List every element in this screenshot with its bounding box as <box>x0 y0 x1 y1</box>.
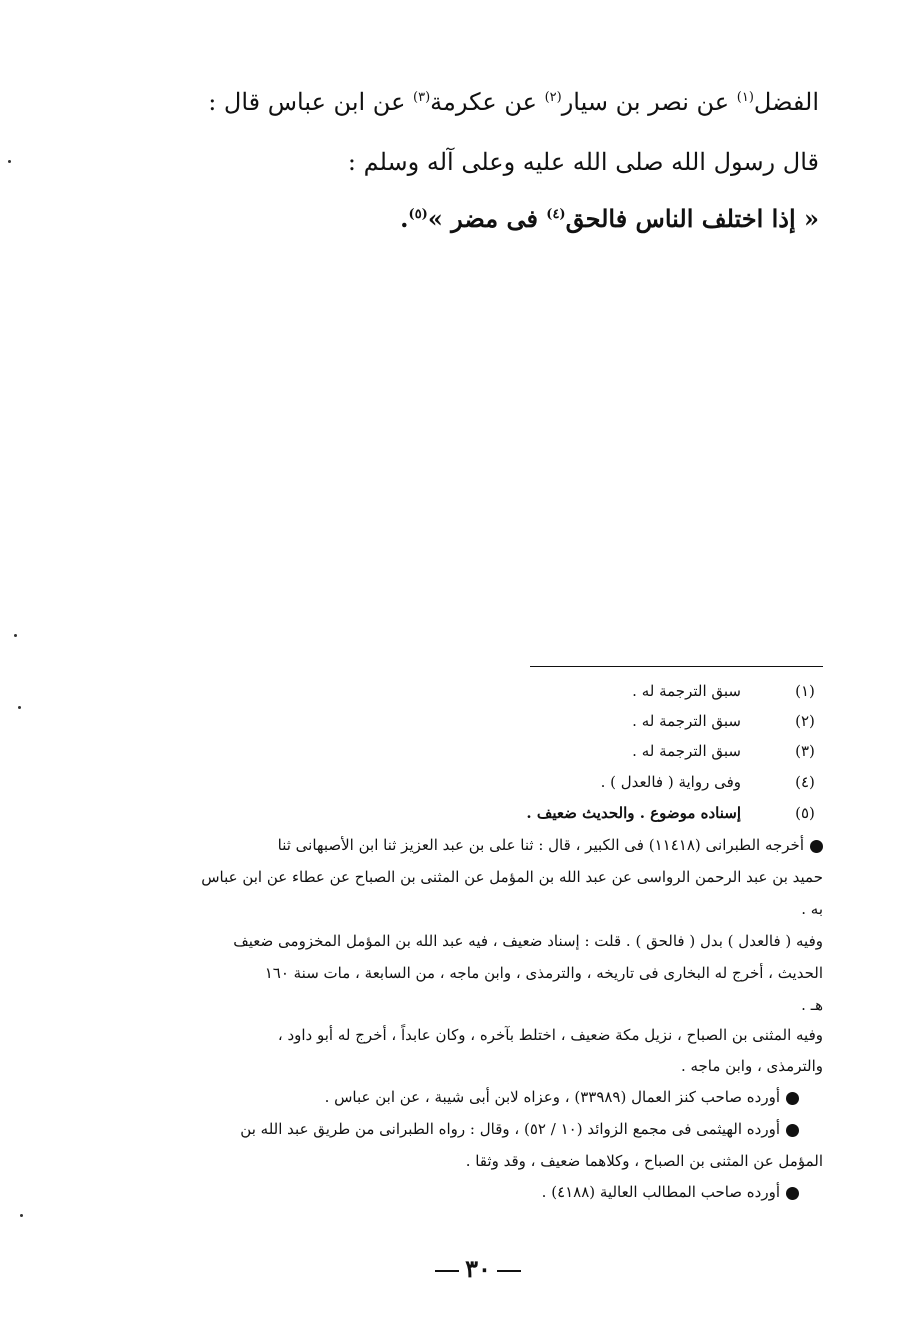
scan-speck <box>14 634 17 637</box>
main-line-1-part: عن عكرمة <box>430 88 545 116</box>
hadith-mid: فى مضر » <box>427 204 547 233</box>
note-line: أخرجه الطبرانى (١١٤١٨) فى الكبير ، قال : ثنا على بن عبد العزيز ثنا ابن الأصبهانى ثنا <box>131 836 823 854</box>
main-line-1-part: عن نصر بن سيار <box>561 88 737 116</box>
scan-speck <box>20 1214 23 1217</box>
note-line: وفيه ( فالعدل ) بدل ( فالحق ) . قلت : إسناد ضعيف ، فيه عبد الله بن المؤمل المخزومى ضعيف <box>233 932 823 950</box>
dash-icon <box>435 1270 459 1272</box>
note-line: والترمذى ، وابن ماجه . <box>680 1057 823 1075</box>
footnote-item <box>123 804 823 830</box>
footnote-number: (٢) <box>795 712 815 730</box>
note-line: حميد بن عبد الرحمن الرواسى عن عبد الله بن المؤمل عن المثنى بن الصباح عن عطاء عن ابن عباس <box>201 868 823 886</box>
note-line: هـ . <box>801 996 823 1014</box>
bullet-icon <box>786 1187 799 1200</box>
page-number: ٣٠ <box>428 1254 528 1283</box>
scan-speck <box>18 706 21 709</box>
footnote-number: (٥) <box>795 804 815 822</box>
footnote-item <box>123 773 823 799</box>
footnote-item <box>123 742 823 768</box>
footnote-item <box>123 682 823 708</box>
scan-speck <box>8 160 11 163</box>
footnote-separator <box>530 666 823 667</box>
note-line: أورده الهيثمى فى مجمع الزوائد (١٠ / ٥٢) ، وقال : رواه الطبرانى من طريق عبد الله بن <box>131 1120 799 1138</box>
footnote-ref-5: (٥) <box>408 207 428 222</box>
note-line: وفيه المثنى بن الصباح ، نزيل مكة ضعيف ، اختلط بآخره ، وكان عابداً ، أخرج له أبو داود ، <box>277 1026 823 1044</box>
footnote-text: سبق الترجمة له . <box>632 712 741 730</box>
footnote-text: سبق الترجمة له . <box>632 742 741 760</box>
footnote-text: إسناده موضوع . والحديث ضعيف . <box>526 804 741 822</box>
main-line-1-part: عن ابن عباس قال : <box>208 88 414 116</box>
main-line-2: قال رسول الله صلى الله عليه وعلى آله وسلم : <box>347 148 819 176</box>
footnote-ref-4: (٤) <box>546 207 566 222</box>
footnote-text: سبق الترجمة له . <box>632 682 741 700</box>
note-line: به . <box>801 900 823 918</box>
footnote-number: (٤) <box>795 773 815 791</box>
note-line: الحديث ، أخرج له البخارى فى تاريخه ، والترمذى ، وابن ماجه ، من السابعة ، مات سنة ١٦٠ <box>264 964 823 982</box>
hadith-end: . <box>400 204 409 233</box>
main-line-1 <box>208 88 819 116</box>
footnote-ref-1: (١) <box>736 90 754 105</box>
bullet-icon <box>786 1124 799 1137</box>
bullet-icon <box>810 840 823 853</box>
footnote-text: وفى رواية ( فالعدل ) . <box>600 773 741 791</box>
hadith-text <box>400 204 819 233</box>
footnote-number: (١) <box>795 682 815 700</box>
main-line-1-part: الفضل <box>753 88 819 116</box>
note-line: المؤمل عن المثنى بن الصباح ، وكلاهما ضعيف ، وقد وثقا . <box>465 1152 823 1170</box>
footnote-item <box>123 712 823 738</box>
note-line: أورده صاحب المطالب العالية (٤١٨٨) . <box>131 1183 799 1201</box>
dash-icon <box>497 1270 521 1272</box>
note-line: أورده صاحب كنز العمال (٣٣٩٨٩) ، وعزاه لابن أبى شيبة ، عن ابن عباس . <box>131 1088 799 1106</box>
bullet-icon <box>786 1092 799 1105</box>
hadith-open: « إذا اختلف الناس فالحق <box>565 204 819 233</box>
footnote-number: (٣) <box>795 742 815 760</box>
footnote-ref-2: (٢) <box>544 90 562 105</box>
footnote-ref-3: (٣) <box>413 90 431 105</box>
